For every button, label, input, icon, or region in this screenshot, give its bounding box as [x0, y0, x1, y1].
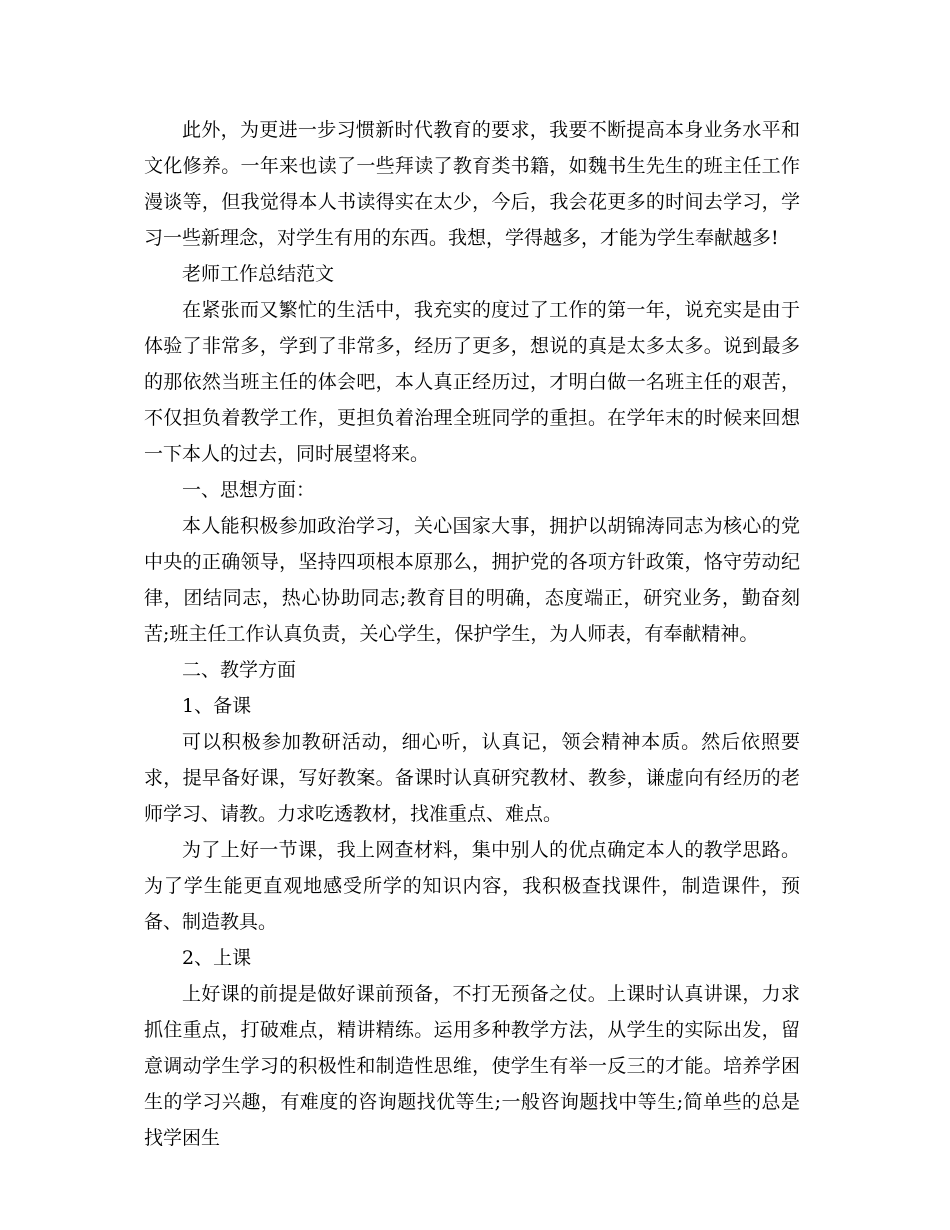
paragraph-materials: 为了上好一节课，我上网查材料，集中别人的优点确定本人的教学思路。为了学生能更直观地感受所学的知识内容，我积极查找课件，制造课件，预备、制造教具。 [144, 839, 800, 933]
section-title: 老师工作总结范文 [182, 263, 335, 285]
paragraph-lesson-prep: 可以积极参加教研活动，细心听，认真记，领会精神本质。然后依照要求，提早备好课，写好教案。备课时认真研究教材、教参，谦虚向有经历的老师学习、请教。力求吃透教材，找准重点、难点。 [144, 731, 800, 825]
paragraph-class: 上好课的前提是做好课前预备，不打无预备之仗。上课时认真讲课，力求抓住重点，打破难点，精讲精练。运用多种教学方法，从学生的实际出发，留意调动学生学习的积极性和制造性思维，使学生有举一反三的才能。培养学困生的学习兴趣，有难度的咨询题找优等生;一般咨询题找中等生;简单些的总是找学困生 [144, 983, 800, 1149]
heading-lesson-prep: 1、备课 [182, 695, 252, 717]
paragraph-introduction: 在紧张而又繁忙的生活中，我充实的度过了工作的第一年，说充实是由于体验了非常多，学到了非常多，经历了更多，想说的真是太多太多。说到最多的那依然当班主任的体会吧，本人真正经历过，才明白做一名班主任的艰苦，不仅担负着教学工作，更担负着治理全班同学的重担。在学年末的时候来回想一下本人的过去，同时展望将来。 [144, 299, 800, 465]
heading-class: 2、上课 [182, 947, 252, 969]
paragraph-ideology: 本人能积极参加政治学习，关心国家大事，拥护以胡锦涛同志为核心的党中央的正确领导，坚持四项根本原那么，拥护党的各项方针政策，恪守劳动纪律，团结同志，热心协助同志;教育目的明确，态度端正，研究业务，勤奋刻苦;班主任工作认真负责，关心学生，保护学生，为人师表，有奉献精神。 [144, 515, 800, 645]
document-body [144, 112, 800, 1156]
heading-ideology: 一、思想方面： [182, 479, 316, 501]
paragraph-self-improvement: 此外，为更进一步习惯新时代教育的要求，我要不断提高本身业务水平和文化修养。一年来也读了一些拜读了教育类书籍，如魏书生先生的班主任工作漫谈等，但我觉得本人书读得实在太少，今后，我会花更多的时间去学习，学习一些新理念，对学生有用的东西。我想，学得越多，才能为学生奉献越多! [144, 119, 800, 249]
heading-teaching: 二、教学方面 [182, 659, 297, 681]
